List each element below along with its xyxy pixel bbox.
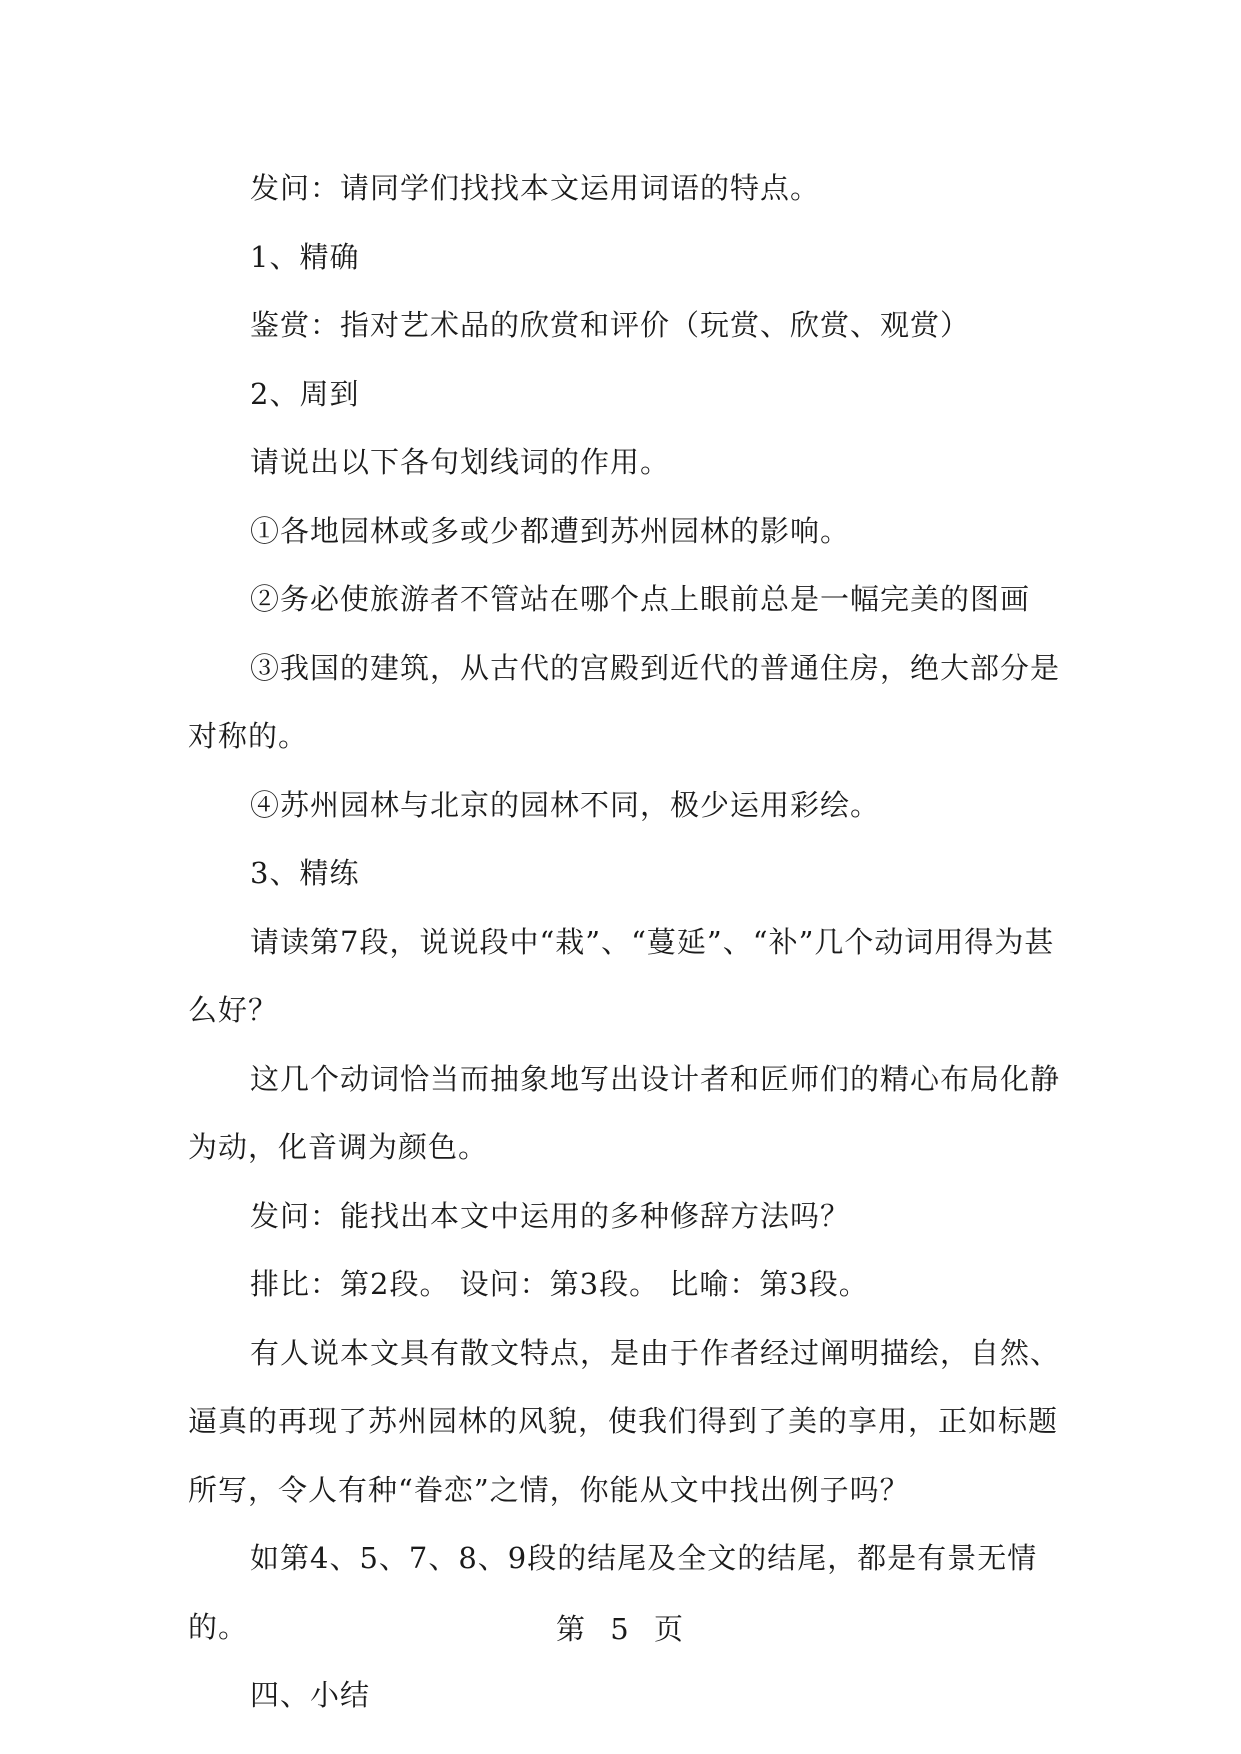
example-sentence: ④苏州园林与北京的园林不同，极少运用彩绘。 [250,787,881,822]
paragraph: 这几个动词恰当而抽象地写出设计者和匠师们的精心布局化静为动，化音调为颜色。 [188,1061,1061,1164]
section-heading: 3、精练 [250,856,360,890]
section-heading: 1、精确 [250,239,360,274]
section-heading: 2、周到 [250,376,360,411]
example-sentence: ③我国的建筑，从古代的宫殿到近代的普通住房，绝大部分是对称的。 [188,650,1061,753]
example-sentence: ②务必使旅游者不管站在哪个点上眼前总是一幅完美的图画 [250,582,1031,616]
paragraph: 请说出以下各句划线词的作用。 [250,445,671,479]
section-heading: 四、小结 [250,1678,371,1712]
page-footer [0,1607,1241,1648]
paragraph: 发问：能找出本文中运用的多种修辞方法吗？ [250,1198,851,1233]
page-label-suffix: 页 [653,1612,685,1646]
paragraph: 排比：第2段。 设问：第3段。 比喻：第3段。 [250,1267,869,1301]
paragraph: 如第4、5、7、8、9段的结尾及全文的结尾，都是有景无情的。 [188,1541,1038,1644]
page-number: 5 [610,1612,631,1646]
paragraph: 请读第7段，说说段中“栽”、“蔓延”、“补”几个动词用得为甚么好？ [188,924,1055,1027]
page-label-prefix: 第 [556,1612,588,1646]
paragraph: 发问：请同学们找找本文运用词语的特点。 [250,171,821,205]
example-sentence: ①各地园林或多或少都遭到苏州园林的影响。 [250,513,851,548]
document-body [188,154,1068,1730]
paragraph: 有人说本文具有散文特点，是由于作者经过阐明描绘，自然、逼真的再现了苏州园林的风貌，使我们得到了美的享用，正如标题所写，令人有种“眷恋”之情，你能从文中找出例子吗？ [188,1335,1061,1507]
paragraph: 鉴赏：指对艺术品的欣赏和评价（玩赏、欣赏、观赏） [250,308,971,342]
